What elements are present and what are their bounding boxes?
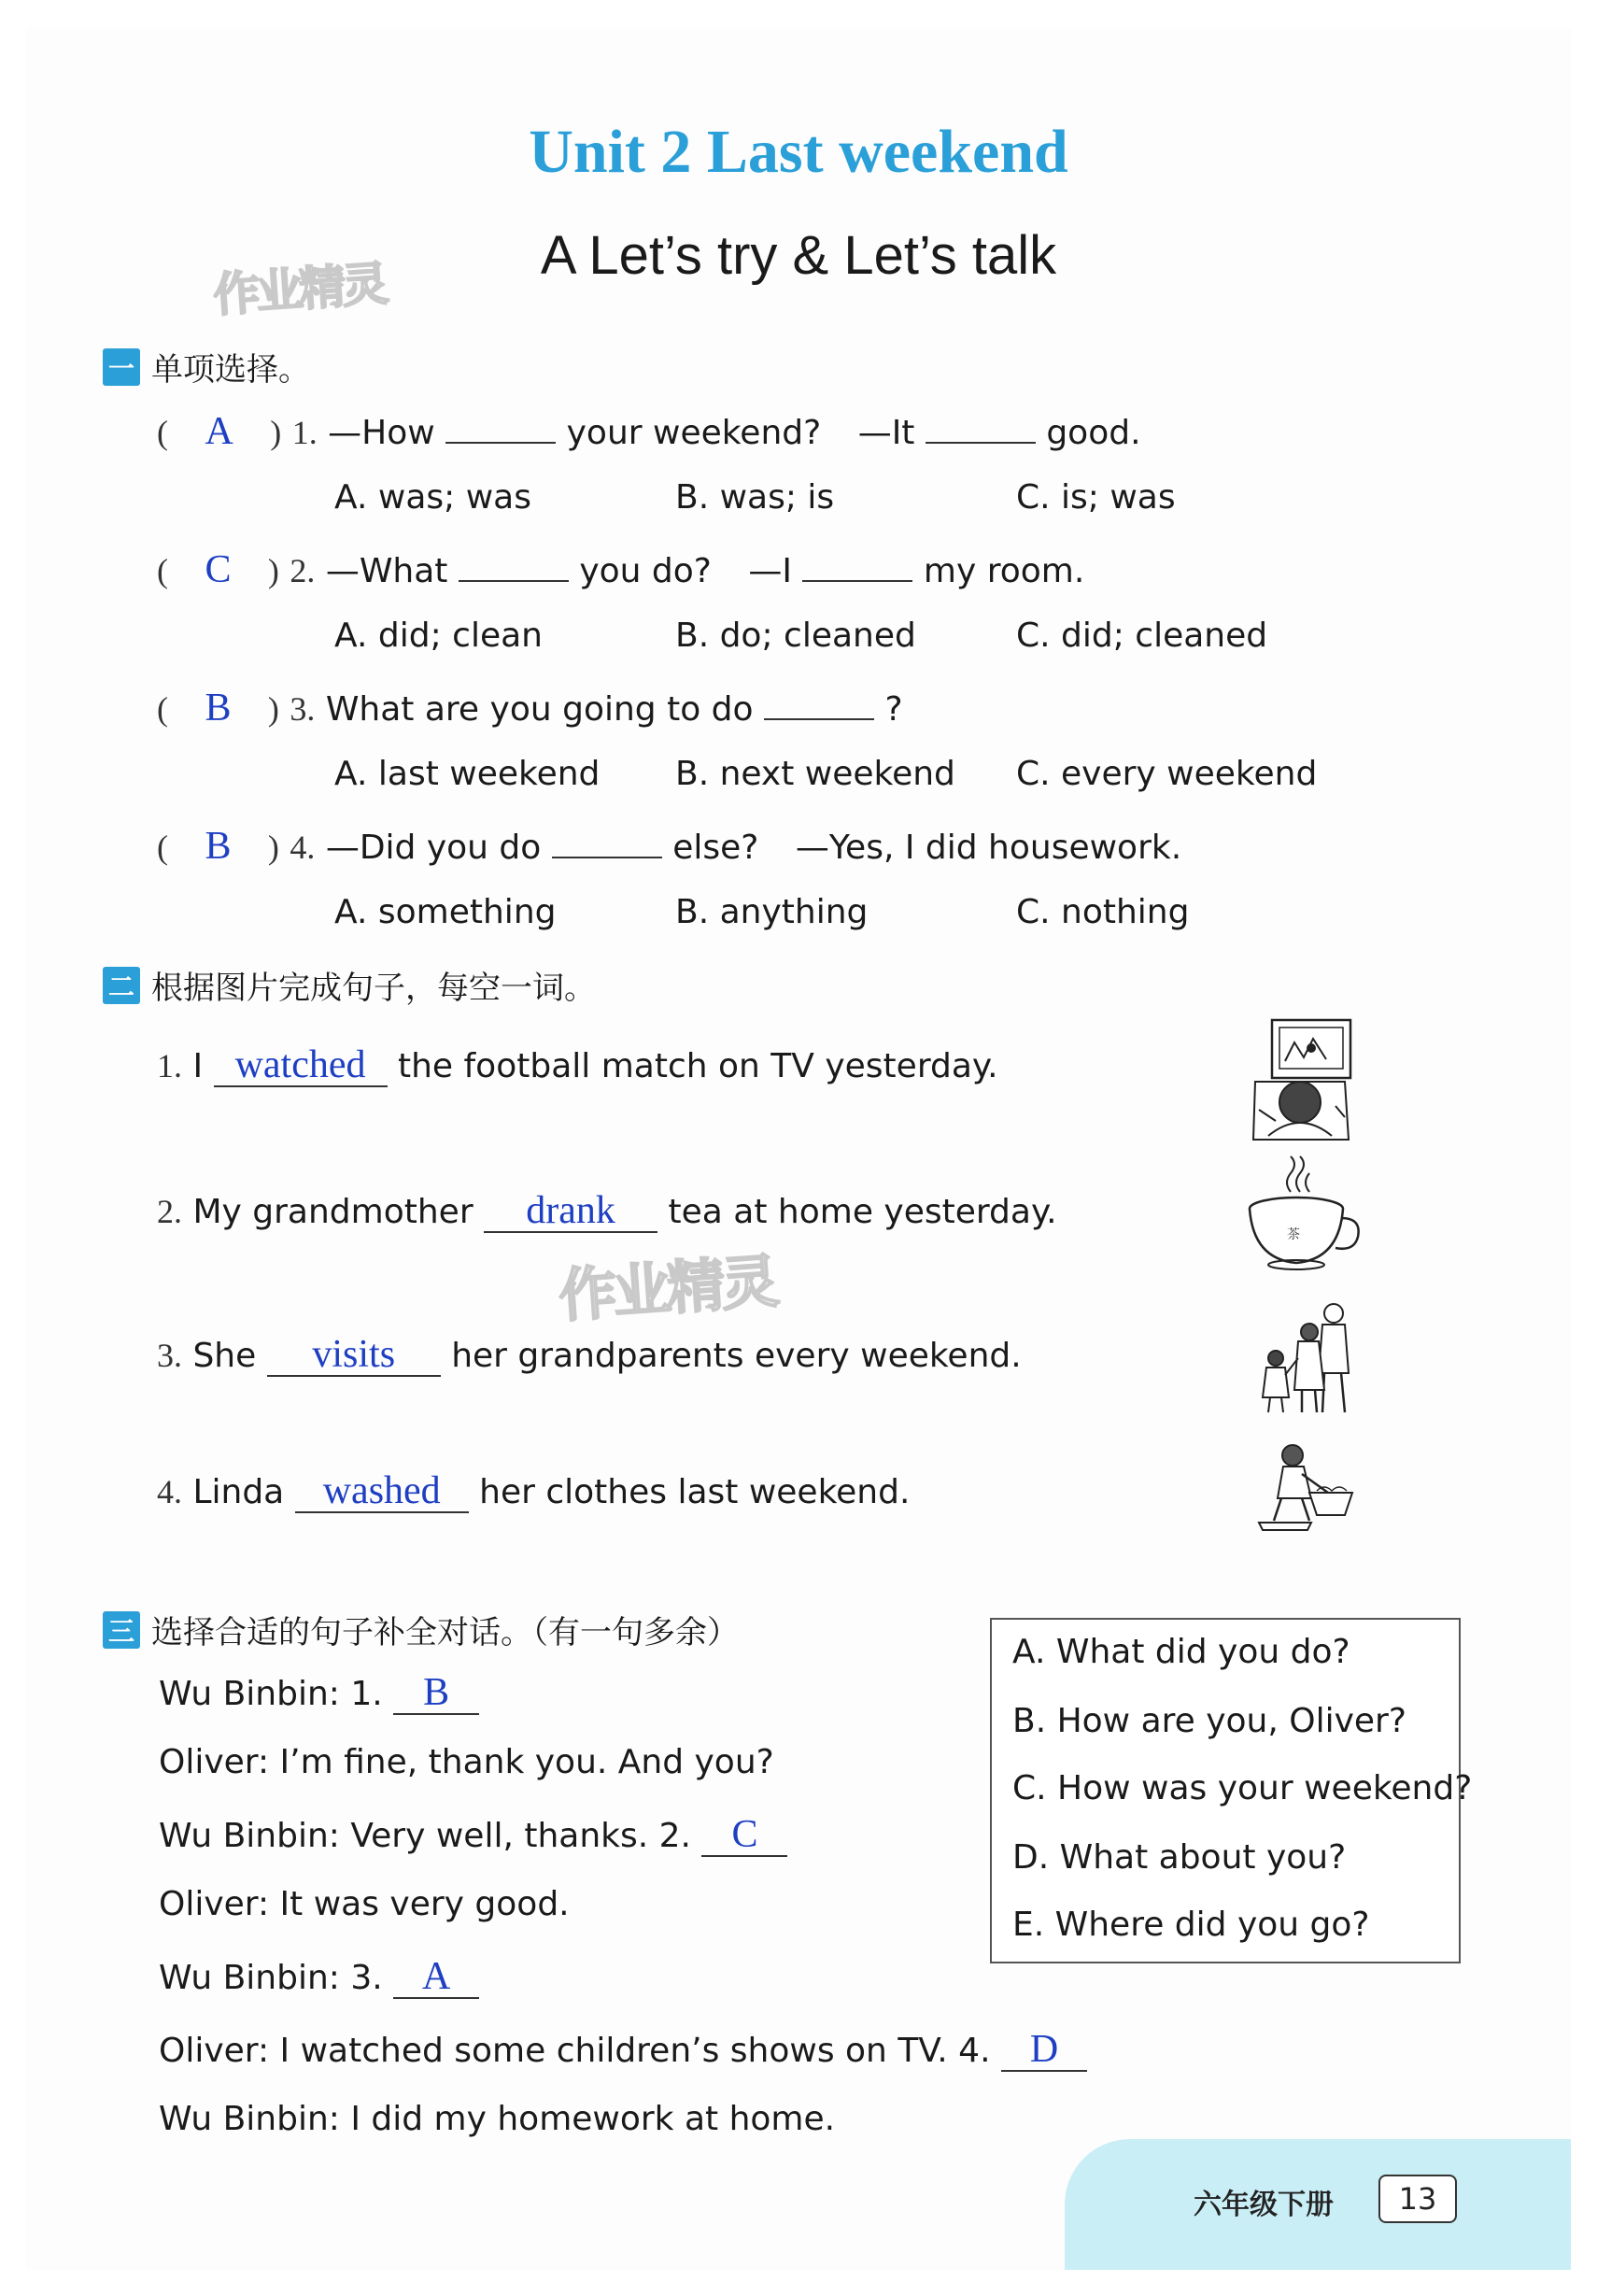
fill-sentence: 4. Linda washed her clothes last weekend. xyxy=(157,1469,911,1512)
fill-sentence: 2. My grandmother drank tea at home yesterday. xyxy=(157,1189,1057,1232)
mc-answer: B xyxy=(205,687,232,730)
dialogue-answer: C xyxy=(701,1814,787,1857)
mc-option: C. did; cleaned xyxy=(1016,617,1268,655)
mc-option: C. every weekend xyxy=(1016,755,1318,793)
mc-answer: C xyxy=(205,548,232,591)
fill-answer: visits xyxy=(267,1334,441,1377)
mc-answer: A xyxy=(205,410,233,453)
options-box xyxy=(990,1618,1473,1963)
option-item: E. Where did you go? xyxy=(1012,1906,1370,1944)
section-heading-text: 单项选择。 xyxy=(151,351,310,389)
section-badge: 一 xyxy=(103,348,140,386)
section-heading-text: 选择合适的句子补全对话。（有一句多余） xyxy=(151,1614,739,1651)
option-item: C. How was your weekend? xyxy=(1012,1769,1473,1807)
dialogue-line: Oliver: I watched some children’s shows on TV. 4. D xyxy=(159,2029,1087,2072)
tea-cup-icon xyxy=(1242,1160,1364,1272)
option-item: A. What did you do? xyxy=(1012,1633,1350,1671)
mc-option: C. nothing xyxy=(1016,893,1190,931)
option-item: D. What about you? xyxy=(1012,1838,1347,1877)
mc-question: ( C ) 2. —What you do? —I my room. xyxy=(157,548,1085,591)
answer-blank xyxy=(459,552,569,582)
mc-option: A. was; was xyxy=(334,478,531,517)
answer-blank xyxy=(926,414,1036,444)
dialogue-answer: D xyxy=(1001,2029,1087,2072)
section-badge: 三 xyxy=(103,1611,140,1649)
section-badge: 二 xyxy=(103,967,140,1004)
mc-question: ( B ) 4. —Did you do else? —Yes, I did housework. xyxy=(157,825,1182,868)
washing-clothes-icon xyxy=(1255,1440,1358,1534)
mc-option: B. was; is xyxy=(675,478,835,517)
section-2-heading xyxy=(103,962,596,1008)
mc-option: C. is; was xyxy=(1016,478,1176,517)
grade-label: 六年级下册 xyxy=(1194,2189,1334,2221)
dialogue-line: Oliver: I’m fine, thank you. And you? xyxy=(159,1743,774,1781)
mc-answer: B xyxy=(205,825,232,868)
section-1-heading xyxy=(103,344,310,390)
page-title: Unit 2 Last weekend xyxy=(529,118,1068,186)
answer-blank xyxy=(764,690,874,720)
workbook-page xyxy=(26,28,1571,2270)
tv-watching-icon xyxy=(1251,1016,1354,1143)
answer-blank xyxy=(445,414,556,444)
fill-answer: watched xyxy=(214,1044,388,1087)
mc-option: A. did; clean xyxy=(334,617,543,655)
dialogue-line: Wu Binbin: Very well, thanks. 2. C xyxy=(159,1814,787,1857)
dialogue-line: Wu Binbin: 1. B xyxy=(159,1672,479,1715)
watermark: 作业精灵 xyxy=(211,256,388,323)
mc-option: B. next weekend xyxy=(675,755,955,793)
fill-sentence: 1. I watched the football match on TV yesterday. xyxy=(157,1043,998,1086)
answer-blank xyxy=(802,552,912,582)
dialogue-answer: B xyxy=(393,1672,479,1715)
fill-answer: washed xyxy=(295,1470,469,1513)
mc-option: B. anything xyxy=(675,893,869,931)
fill-sentence: 3. She visits her grandparents every weekend. xyxy=(157,1333,1022,1376)
mc-question: ( B ) 3. What are you going to do ? xyxy=(157,687,903,730)
answer-blank xyxy=(552,829,662,858)
cup-label: 茶 xyxy=(1287,1227,1300,1242)
section-3-heading xyxy=(103,1607,739,1652)
dialogue-line: Wu Binbin: 3. A xyxy=(159,1956,479,1999)
page-subtitle: A Let’s try & Let’s talk xyxy=(540,225,1057,286)
section-heading-text: 根据图片完成句子，每空一词。 xyxy=(151,970,596,1007)
dialogue-line: Wu Binbin: I did my homework at home. xyxy=(159,2100,836,2138)
mc-question: ( A ) 1. —How your weekend? —It good. xyxy=(157,410,1141,453)
watermark: 作业精灵 xyxy=(557,1246,778,1330)
mc-option: A. something xyxy=(334,893,557,931)
fill-answer: drank xyxy=(484,1190,657,1233)
dialogue-line: Oliver: It was very good. xyxy=(159,1885,570,1923)
mc-option: A. last weekend xyxy=(334,755,601,793)
dialogue-answer: A xyxy=(393,1956,479,1999)
page-number: 13 xyxy=(1378,2175,1457,2223)
mc-option: B. do; cleaned xyxy=(675,617,916,655)
option-item: B. How are you, Oliver? xyxy=(1012,1702,1406,1740)
family-visit-icon xyxy=(1257,1300,1360,1418)
